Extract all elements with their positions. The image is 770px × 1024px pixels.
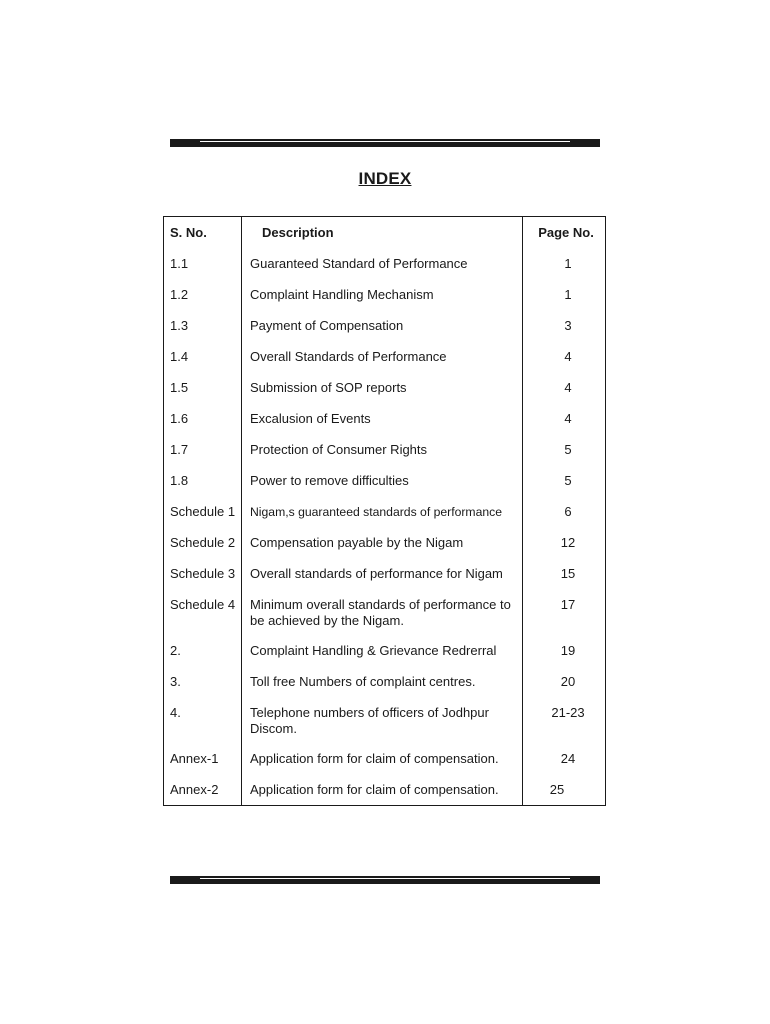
table-row <box>164 341 605 372</box>
row-sno: 1.4 <box>170 349 189 364</box>
row-description: Nigam,s guaranteed standards of performance <box>250 505 503 519</box>
row-sno: 3. <box>170 674 181 689</box>
row-sno: 1.2 <box>170 287 189 302</box>
table-row <box>164 279 605 310</box>
table-row <box>164 496 605 527</box>
row-sno: 1.1 <box>170 256 189 271</box>
row-sno: 1.6 <box>170 411 189 426</box>
table-row <box>164 527 605 558</box>
row-page: 25 <box>549 782 565 797</box>
row-description: Application form for claim of compensation. <box>250 751 499 766</box>
row-sno: 2. <box>170 643 181 658</box>
table-row <box>164 465 605 496</box>
row-page: 4 <box>564 349 572 364</box>
row-sno: Schedule 3 <box>170 566 236 581</box>
row-description: Guaranteed Standard of Performance <box>250 256 468 271</box>
row-page: 15 <box>560 566 576 581</box>
row-page: 5 <box>564 473 572 488</box>
header-page: Page No. <box>538 225 594 240</box>
row-sno: Annex-2 <box>170 782 219 797</box>
row-description: Overall Standards of Performance <box>250 349 447 364</box>
row-description: Protection of Consumer Rights <box>250 442 428 457</box>
row-page: 21-23 <box>551 705 585 720</box>
row-page: 4 <box>564 411 572 426</box>
row-page: 5 <box>564 442 572 457</box>
header-description: Description <box>262 225 334 240</box>
row-sno: Annex-1 <box>170 751 219 766</box>
header-sno: S. No. <box>170 225 207 240</box>
bottom-divider-rule <box>170 876 600 884</box>
row-description: Power to remove difficulties <box>250 473 409 488</box>
table-header-row <box>164 217 605 248</box>
row-page: 19 <box>560 643 576 658</box>
table-row <box>164 697 605 743</box>
row-page: 1 <box>564 256 572 271</box>
table-row <box>164 310 605 341</box>
row-description: Application form for claim of compensation. <box>250 782 499 797</box>
table-row <box>164 558 605 589</box>
row-page: 1 <box>564 287 572 302</box>
row-sno: 1.8 <box>170 473 189 488</box>
row-description: Payment of Compensation <box>250 318 404 333</box>
row-description: Overall standards of performance for Nigam <box>250 566 503 581</box>
row-page: 17 <box>560 597 576 612</box>
row-sno: Schedule 1 <box>170 504 236 519</box>
top-divider-rule <box>170 139 600 147</box>
row-description: Complaint Handling Mechanism <box>250 287 434 302</box>
row-sno: 4. <box>170 705 181 720</box>
table-row <box>164 434 605 465</box>
page-title: INDEX <box>358 169 412 188</box>
row-page: 12 <box>560 535 576 550</box>
row-page: 6 <box>564 504 572 519</box>
row-sno: 1.5 <box>170 380 189 395</box>
table-row <box>164 403 605 434</box>
row-description: Minimum overall standards of performance to be achieved by the Nigam. <box>250 597 511 628</box>
row-description: Toll free Numbers of complaint centres. <box>250 674 476 689</box>
table-row <box>164 635 605 666</box>
row-description: Compensation payable by the Nigam <box>250 535 464 550</box>
row-description: Complaint Handling & Grievance Redrerral <box>250 643 497 658</box>
row-sno: 1.7 <box>170 442 189 457</box>
table-row <box>164 248 605 279</box>
table-row <box>164 589 605 635</box>
table-row <box>164 743 605 774</box>
table-row <box>164 774 605 805</box>
row-page: 24 <box>560 751 576 766</box>
row-page: 4 <box>564 380 572 395</box>
index-table <box>163 216 606 806</box>
row-description: Telephone numbers of officers of Jodhpur Discom. <box>250 705 489 736</box>
row-sno: Schedule 4 <box>170 597 236 612</box>
row-sno: 1.3 <box>170 318 189 333</box>
row-description: Excalusion of Events <box>250 411 371 426</box>
row-page: 3 <box>564 318 572 333</box>
table-row <box>164 666 605 697</box>
table-row <box>164 372 605 403</box>
row-page: 20 <box>560 674 576 689</box>
row-description: Submission of SOP reports <box>250 380 407 395</box>
row-sno: Schedule 2 <box>170 535 236 550</box>
